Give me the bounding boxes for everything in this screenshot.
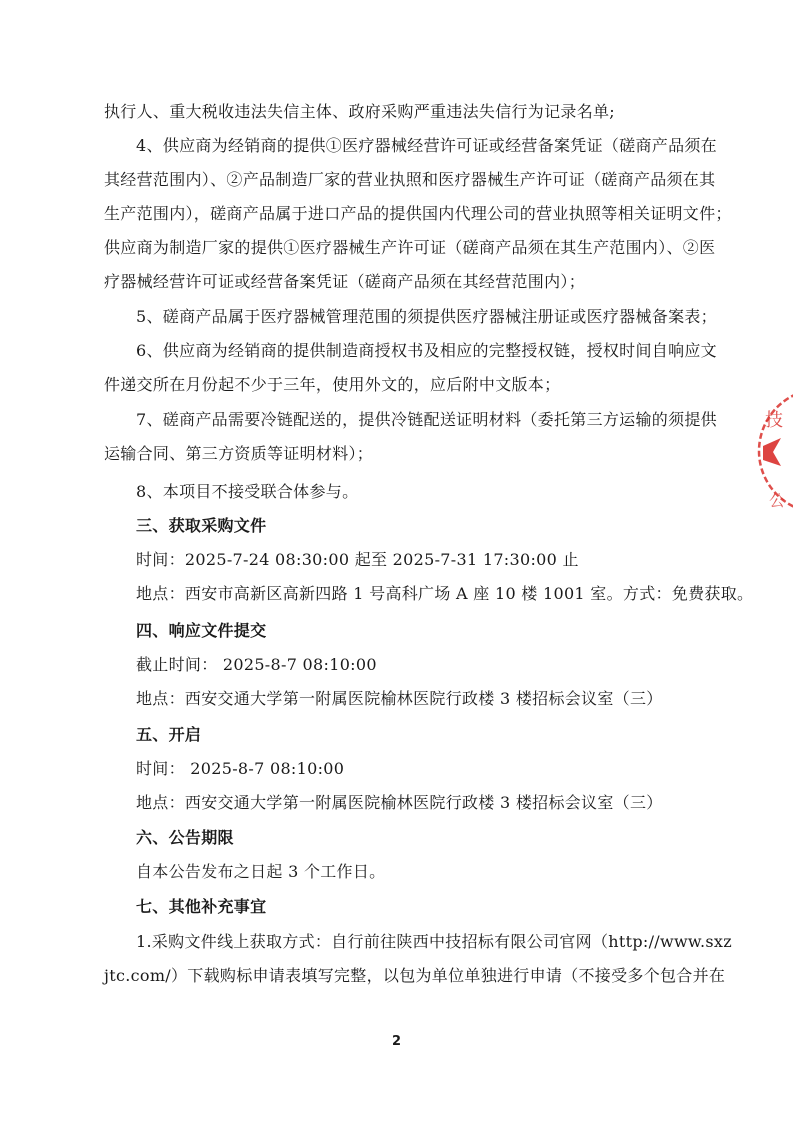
section-heading-4: 四、响应文件提交 (136, 621, 267, 640)
section-heading-6: 六、公告期限 (136, 828, 234, 847)
text-line-20: 1.采购文件线上获取方式：自行前往陕西中技招标有限公司官网（http://www.sxz (136, 932, 732, 951)
seal-icon (757, 376, 793, 526)
text-line-17: 时间： 2025-8-7 08:10:00 (136, 759, 345, 778)
red-seal-fragment (757, 376, 793, 526)
text-line-21: jtc.com/）下载购标申请表填写完整，以包为单位单独进行申请（不接受多个包合并在 (104, 966, 726, 985)
page-number: 2 (391, 1034, 402, 1049)
text-line-5: 供应商为制造厂家的提供①医疗器械生产许可证（磋商产品须在其生产范围内）、②医 (104, 238, 716, 257)
section-heading-7: 七、其他补充事宜 (136, 897, 267, 916)
text-line-10: 7、磋商产品需要冷链配送的，提供冷链配送证明材料（委托第三方运输的须提供 (136, 410, 717, 429)
text-line-4: 生产范围内），磋商产品属于进口产品的提供国内代理公司的营业执照等相关证明文件； (104, 204, 732, 223)
text-line-19: 自本公告发布之日起 3 个工作日。 (136, 862, 386, 881)
text-line-8: 6、供应商为经销商的提供制造商授权书及相应的完整授权链，授权时间自响应文 (136, 341, 717, 360)
text-line-16: 地点：西安交通大学第一附属医院榆林医院行政楼 3 楼招标会议室（三） (136, 689, 663, 708)
svg-text:技: 技 (765, 410, 783, 431)
text-line-14: 地点：西安市高新区高新四路 1 号高科广场 A 座 10 楼 1001 室。方式：免费获取。 (136, 584, 754, 603)
text-line-1: 执行人、重大税收违法失信主体、政府采购严重违法失信行为记录名单; (104, 102, 615, 121)
text-line-18: 地点：西安交通大学第一附属医院榆林医院行政楼 3 楼招标会议室（三） (136, 793, 663, 812)
text-line-13: 时间：2025-7-24 08:30:00 起至 2025-7-31 17:30:00 止 (136, 550, 579, 569)
text-line-15: 截止时间： 2025-8-7 08:10:00 (136, 655, 377, 674)
text-line-3: 其经营范围内）、②产品制造厂家的营业执照和医疗器械生产许可证（磋商产品须在其 (104, 170, 716, 189)
section-heading-5: 五、开启 (136, 725, 202, 744)
text-line-2: 4、供应商为经销商的提供①医疗器械经营许可证或经营备案凭证（磋商产品须在 (136, 136, 717, 155)
text-line-9: 件递交所在月份起不少于三年，使用外文的，应后附中文版本； (104, 375, 561, 394)
svg-text:公: 公 (769, 491, 786, 510)
text-line-7: 5、磋商产品属于医疗器械管理范围的须提供医疗器械注册证或医疗器械备案表； (136, 307, 717, 326)
text-line-12: 8、本项目不接受联合体参与。 (136, 482, 359, 501)
text-line-11: 运输合同、第三方资质等证明材料）； (104, 444, 374, 463)
section-heading-3: 三、获取采购文件 (136, 516, 267, 535)
text-line-6: 疗器械经营许可证或经营备案凭证（磋商产品须在其经营范围内）； (104, 272, 586, 291)
